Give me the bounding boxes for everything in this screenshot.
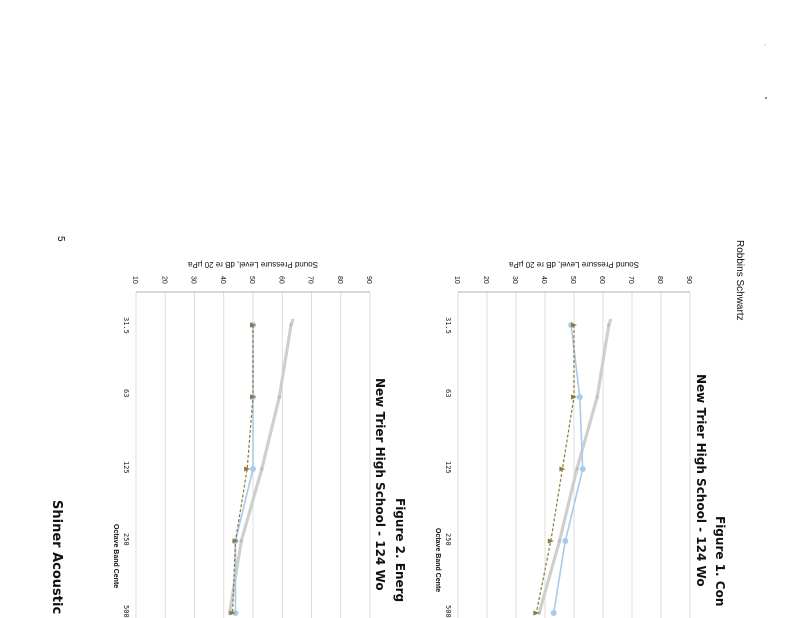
data-point-reference [260, 468, 263, 471]
footer-company: Shiner Acoustic [49, 500, 64, 615]
y-tick-label: 20 [160, 276, 168, 284]
data-point-reference [290, 324, 293, 327]
y-tick-label: 50 [248, 276, 255, 284]
data-point-reference [558, 540, 561, 543]
data-point-reference [596, 396, 599, 399]
y-tick-label: 20 [482, 276, 489, 284]
y-tick-label: 70 [306, 276, 314, 284]
x-tick-label: 500 [444, 605, 452, 618]
y-tick-label: 90 [365, 276, 372, 284]
y-tick-label: 60 [277, 276, 285, 284]
x-axis-label: Octave Band Cente [112, 524, 119, 589]
data-point-reference [240, 540, 243, 543]
x-tick-label: 500 [122, 605, 130, 618]
y-tick-label: 10 [131, 276, 138, 284]
x-tick-label: 125 [444, 461, 452, 474]
y-axis-label: Sound Pressure Level, dB re 20 µPa [187, 260, 319, 269]
x-tick-label: 31.5 [122, 317, 130, 334]
series-line-target [536, 325, 574, 613]
y-tick-label: 30 [511, 276, 518, 284]
data-point-measured [562, 538, 568, 544]
chart-title-line2: New Trier High School - 124 Wo [694, 374, 708, 587]
chart-figure-2 [112, 260, 407, 618]
data-point-measured [580, 466, 586, 472]
x-tick-label: 63 [122, 389, 130, 398]
scan-speck [765, 97, 767, 99]
x-tick-label: 250 [444, 533, 452, 546]
data-point-reference [278, 396, 281, 399]
chart-figure-1 [434, 260, 727, 618]
y-tick-label: 40 [540, 276, 547, 284]
y-tick-label: 50 [569, 276, 576, 284]
y-tick-label: 30 [189, 276, 197, 284]
data-point-measured [250, 466, 256, 472]
x-tick-label: 250 [122, 533, 130, 546]
y-axis-label: Sound Pressure Level, dB re 20 µPa [508, 260, 640, 269]
data-point-measured [577, 394, 583, 400]
y-tick-label: 90 [685, 276, 692, 284]
chart-title-line1: Figure 2. Energ [393, 498, 407, 603]
page-number: 5 [55, 236, 66, 242]
y-tick-label: 10 [453, 276, 460, 284]
x-axis-label: Octave Band Cente [434, 528, 441, 593]
data-point-measured [551, 610, 557, 616]
y-tick-label: 60 [598, 276, 605, 284]
chart-title-line2: New Trier High School - 124 Wo [373, 378, 387, 591]
y-tick-label: 40 [218, 276, 226, 284]
data-point-reference [575, 468, 578, 471]
x-tick-label: 63 [444, 389, 452, 398]
header-author: Robbins Schwartz [734, 240, 745, 321]
data-point-reference [607, 324, 610, 327]
y-tick-label: 80 [656, 276, 663, 284]
y-tick-label: 80 [335, 276, 343, 284]
x-tick-label: 125 [122, 461, 130, 474]
series-line-reference [230, 319, 293, 613]
scan-speck [764, 44, 765, 45]
chart-title-line1: Figure 1. Con [713, 516, 727, 607]
x-tick-label: 31.5 [444, 317, 452, 334]
y-tick-label: 70 [627, 276, 634, 284]
